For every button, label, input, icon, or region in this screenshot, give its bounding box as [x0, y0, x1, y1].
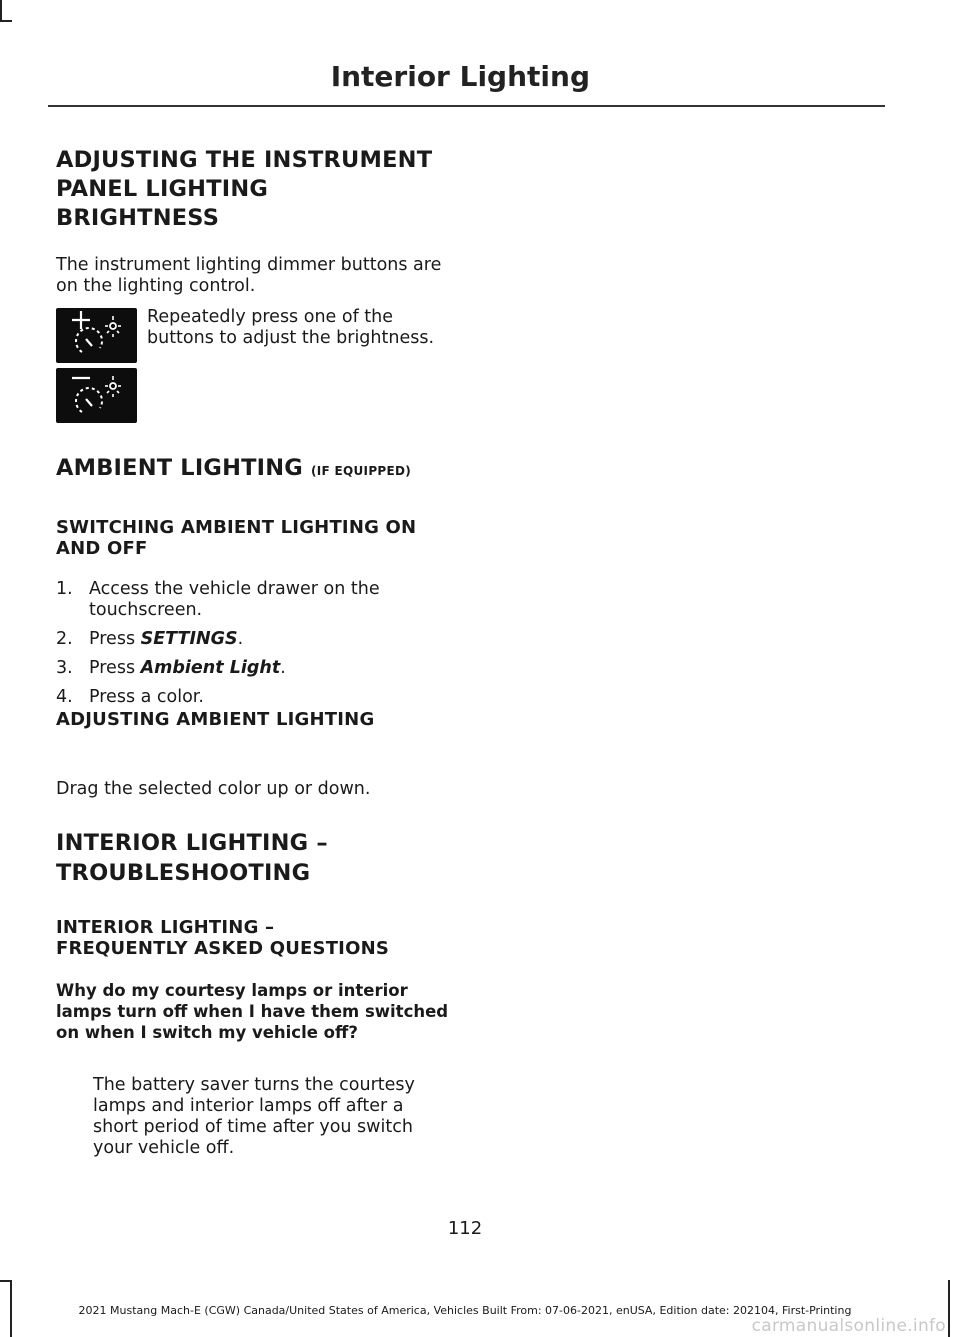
step-text: Press: [89, 629, 141, 649]
header-divider: [48, 105, 885, 107]
instrument-heading-line3: BRIGHTNESS: [56, 205, 220, 231]
step-text-post: .: [280, 658, 286, 678]
crop-mark: [0, 20, 12, 22]
instrument-heading-line2: PANEL LIGHTING: [56, 176, 269, 202]
adjusting-heading: ADJUSTING AMBIENT LIGHTING: [56, 709, 375, 730]
list-item: [56, 658, 450, 679]
step-text-post: .: [237, 629, 244, 649]
ambient-heading: [56, 454, 450, 486]
faq-heading-line1: INTERIOR LIGHTING –: [56, 917, 275, 938]
ambient-heading-text: AMBIENT LIGHTING: [56, 455, 303, 481]
step-number: 4.: [56, 687, 73, 707]
step-emphasis: Ambient Light: [140, 658, 281, 678]
page-header-title: Interior Lighting: [330, 60, 590, 93]
page-number: 112: [447, 1218, 483, 1239]
step-number: 2.: [56, 629, 73, 649]
crop-mark: [0, 1280, 12, 1282]
troubleshooting-heading-line1: INTERIOR LIGHTING –: [56, 830, 328, 856]
faq-heading-line2: FREQUENTLY ASKED QUESTIONS: [56, 938, 390, 959]
faq-answer: The battery saver turns the courtesy lamps and interior lamps off after a short period of time after you switch your vehicle off.: [93, 1075, 415, 1158]
brightness-down-icon: [56, 368, 137, 423]
ambient-qualifier: (IF EQUIPPED): [310, 464, 412, 478]
watermark: carmanualsonline.info: [751, 1316, 946, 1336]
step-emphasis: SETTINGS: [140, 629, 238, 649]
list-item: [56, 579, 450, 621]
crop-mark: [948, 1280, 950, 1337]
list-item: [56, 687, 450, 708]
step-number: 3.: [56, 658, 73, 678]
brightness-up-icon: [56, 308, 137, 363]
step-text: Access the vehicle drawer on the touchscreen.: [89, 579, 380, 620]
crop-mark: [0, 0, 2, 20]
footer-text: 2021 Mustang Mach-E (CGW) Canada/United States of America, Vehicles Built From: 07-06-2021, enUSA, Edition date: 202104, First-Printing: [78, 1304, 852, 1317]
instrument-instruction: Repeatedly press one of the buttons to adjust the brightness.: [147, 307, 435, 348]
step-text: Press: [89, 658, 141, 678]
troubleshooting-heading-line2: TROUBLESHOOTING: [56, 860, 311, 886]
faq-heading: [56, 917, 450, 959]
step-text: Press a color.: [89, 687, 204, 707]
switching-heading: SWITCHING AMBIENT LIGHTING ON AND OFF: [56, 517, 417, 559]
list-item: [56, 629, 450, 650]
instrument-heading: [56, 146, 450, 233]
faq-question: Why do my courtesy lamps or interior lamps turn off when I have them switched on when I switch my vehicle off?: [56, 981, 449, 1042]
troubleshooting-heading: [56, 828, 450, 888]
instrument-heading-line1: ADJUSTING THE INSTRUMENT: [56, 147, 433, 173]
ambient-steps: [56, 579, 450, 716]
instrument-intro: The instrument lighting dimmer buttons are on the lighting control.: [56, 255, 442, 296]
step-number: 1.: [56, 579, 73, 599]
adjusting-text: Drag the selected color up or down.: [56, 779, 371, 799]
